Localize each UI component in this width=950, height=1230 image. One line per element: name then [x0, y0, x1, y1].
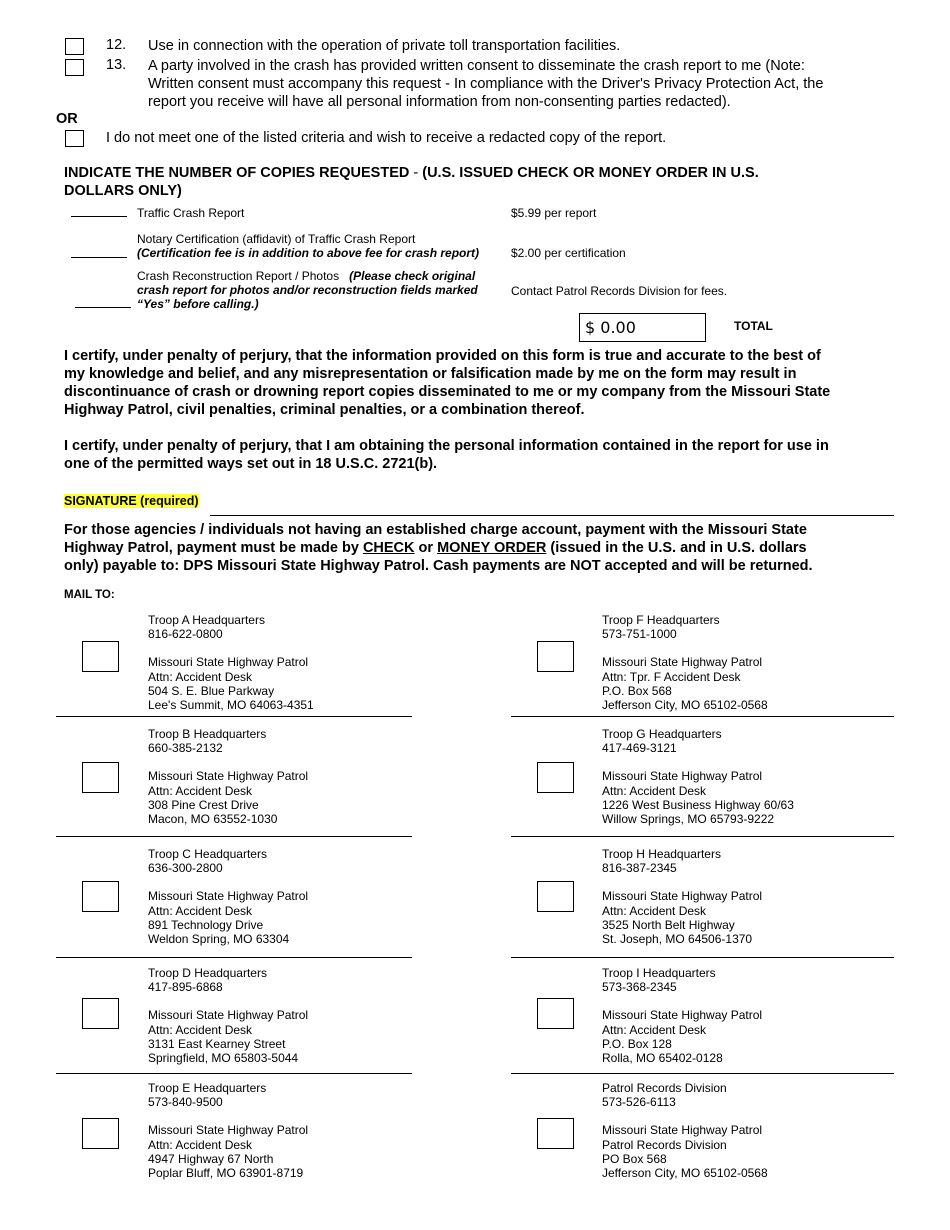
address-line: Troop C Headquarters [148, 847, 267, 861]
address-line: Troop D Headquarters [148, 966, 267, 980]
crash-report-label: Traffic Crash Report [137, 206, 245, 220]
address-line: Troop F Headquarters [602, 613, 720, 627]
address-line: 417-469-3121 [602, 741, 677, 756]
spacer [602, 875, 762, 889]
spacer [148, 641, 314, 655]
address-line: 660-385-2132 [148, 741, 223, 756]
troop-f-address [602, 613, 768, 712]
address-line: Troop G Headquarters [602, 727, 722, 741]
total-field[interactable]: $ 0.00 [579, 313, 706, 342]
spacer [602, 994, 762, 1008]
address-line: Attn: Tpr. F Accident Desk [602, 669, 741, 684]
divider [511, 716, 894, 717]
address-line: Willow Springs, MO 65793-9222 [602, 812, 775, 827]
address-line: P.O. Box 128 [602, 1036, 672, 1051]
address-line: Attn: Accident Desk [148, 903, 253, 918]
address-line: Jefferson City, MO 65102-0568 [602, 698, 768, 713]
address-line: 891 Technology Drive [148, 917, 264, 932]
address-line: Troop I Headquarters [602, 966, 716, 980]
address-line: Missouri State Highway Patrol [602, 1008, 763, 1023]
notary-quantity-input[interactable] [71, 257, 127, 258]
total-label: TOTAL [734, 319, 773, 333]
address-line: 4947 Highway 67 North [148, 1151, 274, 1166]
divider [56, 836, 412, 837]
redacted-option-checkbox[interactable] [65, 130, 84, 147]
address-line: Troop E Headquarters [148, 1081, 267, 1095]
notary-label: Notary Certification (affidavit) of Traffic Crash Report [137, 232, 416, 246]
address-line: 308 Pine Crest Drive [148, 797, 259, 812]
address-line: Rolla, MO 65402-0128 [602, 1051, 723, 1066]
address-line: Missouri State Highway Patrol [602, 769, 763, 784]
item-13-line2: Written consent must accompany this request - In compliance with the Driver's Privacy Protection Act, the [148, 76, 824, 92]
divider [56, 957, 412, 958]
address-line: 3525 North Belt Highway [602, 917, 735, 932]
address-line: 417-895-6868 [148, 980, 223, 995]
address-line: Patrol Records Division [602, 1137, 727, 1152]
address-line: 573-840-9500 [148, 1095, 223, 1110]
address-line: Missouri State Highway Patrol [148, 1008, 309, 1023]
spacer [148, 875, 308, 889]
address-line: Troop B Headquarters [148, 727, 267, 741]
troop-d-checkbox[interactable] [82, 998, 119, 1029]
reconstruction-label-line1: Crash Reconstruction Report / Photos (Please check original [137, 269, 476, 283]
address-line: 573-368-2345 [602, 980, 677, 995]
crash-report-price: $5.99 per report [511, 206, 597, 220]
crash-report-quantity-input[interactable] [71, 216, 127, 217]
signature-label: SIGNATURE (required) [64, 494, 199, 508]
reconstruction-quantity-input[interactable] [75, 307, 131, 308]
address-line: Lee's Summit, MO 64063-4351 [148, 698, 314, 713]
divider [511, 1073, 894, 1074]
troop-g-address [602, 727, 794, 826]
or-label: OR [56, 111, 78, 127]
address-line: Weldon Spring, MO 63304 [148, 932, 290, 947]
troop-h-checkbox[interactable] [537, 881, 574, 912]
reconstruction-price: Contact Patrol Records Division for fees. [511, 284, 728, 298]
address-line: Missouri State Highway Patrol [148, 769, 309, 784]
troop-b-checkbox[interactable] [82, 762, 119, 793]
troop-i-checkbox[interactable] [537, 998, 574, 1029]
reconstruction-note-line2: crash report for photos and/or reconstruction fields marked [137, 283, 478, 297]
reconstruction-note-line3: “Yes” before calling.) [137, 297, 259, 311]
spacer [602, 755, 794, 769]
troop-e-checkbox[interactable] [82, 1118, 119, 1149]
troop-c-address [148, 847, 308, 946]
address-line: 573-526-6113 [602, 1095, 676, 1110]
copies-heading: INDICATE THE NUMBER OF COPIES REQUESTED - (U.S. ISSUED CHECK OR MONEY ORDER IN U.S. [64, 165, 759, 181]
address-line: Attn: Accident Desk [602, 1022, 707, 1037]
item-13-line3: report you receive will have all personal information from non-consenting parties redacted). [148, 94, 731, 110]
certify-statement-2: I certify, under penalty of perjury, that I am obtaining the personal information contained in the report for use in one of the permitted ways set out in 18 U.S.C. 2721(b). [64, 438, 829, 472]
address-line: Missouri State Highway Patrol [148, 1123, 309, 1138]
address-line: Attn: Accident Desk [148, 1022, 253, 1037]
spacer [148, 994, 308, 1008]
troop-g-checkbox[interactable] [537, 762, 574, 793]
troop-i-address [602, 966, 762, 1065]
notary-note: (Certification fee is in addition to above fee for crash report) [137, 246, 480, 260]
address-line: Attn: Accident Desk [148, 669, 253, 684]
address-line: 573-751-1000 [602, 627, 677, 642]
payment-instructions: For those agencies / individuals not having an established charge account, payment with the Missouri State Highway Patrol, payment must be made by CHECK or MONEY ORDER (issued in the U.S. and in U.S. dollars only) payable to: DPS Missouri State Highway Patrol. Cash payments are NOT accepted and will be returned. [64, 522, 813, 574]
signature-line[interactable] [210, 515, 894, 516]
item-13-checkbox[interactable] [65, 59, 84, 76]
certify-statement-1: I certify, under penalty of perjury, that the information provided on this form is true and accurate to the best of my knowledge and belief, and any misrepresentation or falsification made by me on the form may result in discontinuance of crash or drowning report copies disseminated to me or my company from the Missouri State Highway Patrol, civil penalties, criminal penalties, or a combination thereof. [64, 348, 831, 418]
address-line: Attn: Accident Desk [602, 903, 707, 918]
address-line: Troop A Headquarters [148, 613, 265, 627]
address-line: Jefferson City, MO 65102-0568 [602, 1166, 768, 1181]
divider [511, 957, 894, 958]
address-line: Troop H Headquarters [602, 847, 721, 861]
troop-e-address [148, 1081, 308, 1180]
address-line: 1226 West Business Highway 60/63 [602, 797, 794, 812]
divider [511, 836, 894, 837]
troop-d-address [148, 966, 308, 1065]
address-line: Missouri State Highway Patrol [148, 655, 309, 670]
spacer [148, 755, 308, 769]
address-line: St. Joseph, MO 64506-1370 [602, 932, 753, 947]
address-line: Attn: Accident Desk [148, 1137, 253, 1152]
mail-to-label: MAIL TO: [64, 589, 115, 601]
address-line: 816-622-0800 [148, 627, 223, 642]
address-line: Missouri State Highway Patrol [148, 889, 309, 904]
address-line: PO Box 568 [602, 1151, 667, 1166]
troop-h-address [602, 847, 762, 946]
item-12-number: 12. [106, 37, 127, 53]
troop-a-checkbox[interactable] [82, 641, 119, 672]
address-line: Patrol Records Division [602, 1081, 727, 1095]
redacted-option-text: I do not meet one of the listed criteria and wish to receive a redacted copy of the report. [106, 130, 667, 146]
notary-price: $2.00 per certification [511, 246, 626, 260]
address-line: Springfield, MO 65803-5044 [148, 1051, 299, 1066]
spacer [602, 641, 768, 655]
spacer [602, 1109, 768, 1123]
divider [56, 716, 412, 717]
copies-heading-line2: DOLLARS ONLY) [64, 183, 182, 199]
address-line: 504 S. E. Blue Parkway [148, 683, 275, 698]
address-line: Missouri State Highway Patrol [602, 889, 763, 904]
address-line: Poplar Bluff, MO 63901-8719 [148, 1166, 304, 1181]
item-13-line1: A party involved in the crash has provided written consent to disseminate the crash report to me (Note: [148, 58, 805, 74]
address-line: Missouri State Highway Patrol [602, 1123, 763, 1138]
address-line: 816-387-2345 [602, 861, 677, 876]
address-line: Attn: Accident Desk [148, 783, 253, 798]
spacer [148, 1109, 308, 1123]
patrol-records-address [602, 1081, 768, 1180]
address-line: Attn: Accident Desk [602, 783, 707, 798]
troop-f-checkbox[interactable] [537, 641, 574, 672]
divider [56, 1073, 412, 1074]
item-12-text: Use in connection with the operation of private toll transportation facilities. [148, 38, 621, 54]
address-line: Macon, MO 63552-1030 [148, 812, 278, 827]
address-line: P.O. Box 568 [602, 683, 672, 698]
troop-c-checkbox[interactable] [82, 881, 119, 912]
patrol-records-checkbox[interactable] [537, 1118, 574, 1149]
troop-a-address [148, 613, 314, 712]
address-line: Missouri State Highway Patrol [602, 655, 763, 670]
address-line: 3131 East Kearney Street [148, 1036, 286, 1051]
address-line: 636-300-2800 [148, 861, 223, 876]
item-13-number: 13. [106, 57, 127, 73]
item-12-checkbox[interactable] [65, 38, 84, 55]
troop-b-address [148, 727, 308, 826]
